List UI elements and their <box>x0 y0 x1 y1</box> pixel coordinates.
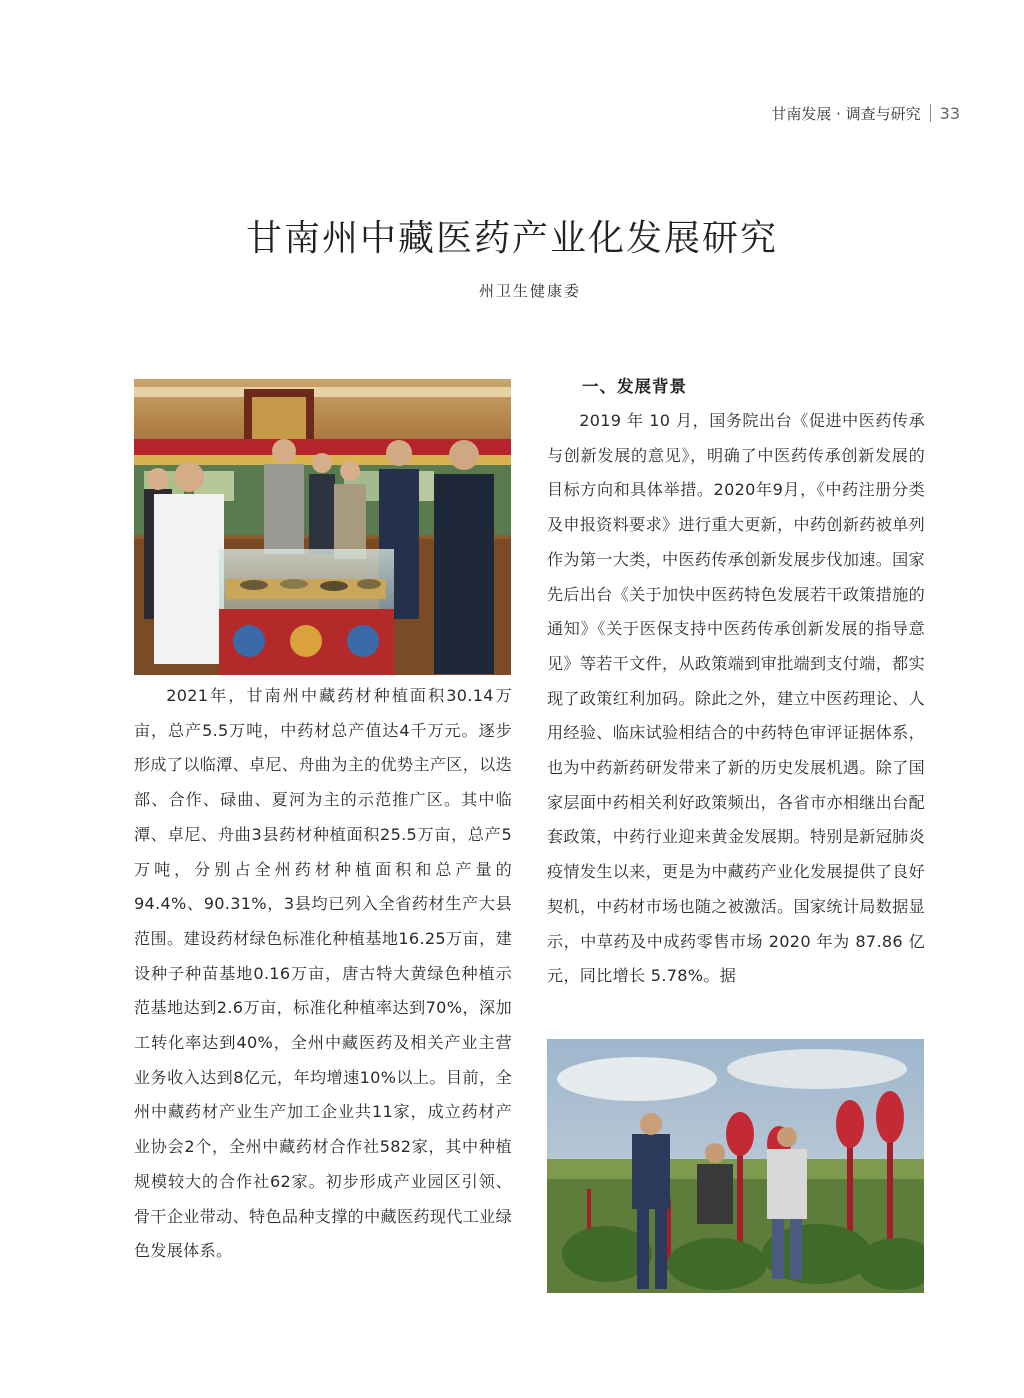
page-number: 33 <box>939 103 960 123</box>
running-header <box>700 101 960 125</box>
photo-rhubarb-field-inspection <box>547 1039 924 1293</box>
article-author: 州卫生健康委 <box>478 282 581 300</box>
article-title: 甘南州中藏医药产业化发展研究 <box>245 218 778 259</box>
left-column-paragraph: 2021年，甘南州中藏药材种植面积30.14万亩，总产5.5万吨，中药材总产值达4千万元。逐步形成了以临潭、卓尼、舟曲为主的优势主产区，以迭部、合作、碌曲、夏河为主的示范推广区。其中临潭、卓尼、舟曲3县药材种植面积25.5万亩，总产5万吨，分别占全州药材种植面积和总产量的94.4%、90.31%，3县均已列入全省药材生产大县范围。建设药材绿色标准化种植基地16.25万亩，建设种子种苗基地0.16万亩，唐古特大黄绿色种植示范基地达到2.6万亩，标准化种植率达到70%，深加工转化率达到40%，全州中藏医药及相关产业主营业务收入达到8亿元，年均增速10%以上。目前，全州中藏药材产业生产加工企业共11家，成立药材产业协会2个，全州中藏药材合作社582家，其中种植规模较大的合作社62家。初步形成产业园区引领、骨干企业带动、特色品种支撑的中藏医药现代工业绿色发展体系。 <box>134 686 512 1261</box>
header-divider <box>930 104 931 122</box>
photo-medicine-exhibit-visit <box>134 379 511 675</box>
section-heading: 一、发展背景 <box>582 377 687 396</box>
journal-section-name: 甘南发展 · 调查与研究 <box>771 104 921 123</box>
right-column-paragraph: 2019 年 10 月，国务院出台《促进中医药传承与创新发展的意见》，明确了中医药传承创新发展的目标方向和具体举措。2020年9月，《中药注册分类及申报资料要求》进行重大更新，中药创新药被单列作为第一大类，中医药传承创新发展步伐加速。国家先后出台《关于加快中医药特色发展若干政策措施的通知》《关于医保支持中医药传承创新发展的指导意见》等若干文件，从政策端到审批端到支付端，都实现了政策红利加码。除此之外，建立中医药理论、人用经验、临床试验相结合的中药特色审评证据体系，也为中药新药研发带来了新的历史发展机遇。除了国家层面中药相关利好政策频出，各省市亦相继出台配套政策，中药行业迎来黄金发展期。特别是新冠肺炎疫情发生以来，更是为中藏药产业化发展提供了良好契机，中药材市场也随之被激活。国家统计局数据显示，中草药及中成药零售市场 2020 年为 87.86 亿元，同比增长 5.78%。据 <box>547 411 925 986</box>
